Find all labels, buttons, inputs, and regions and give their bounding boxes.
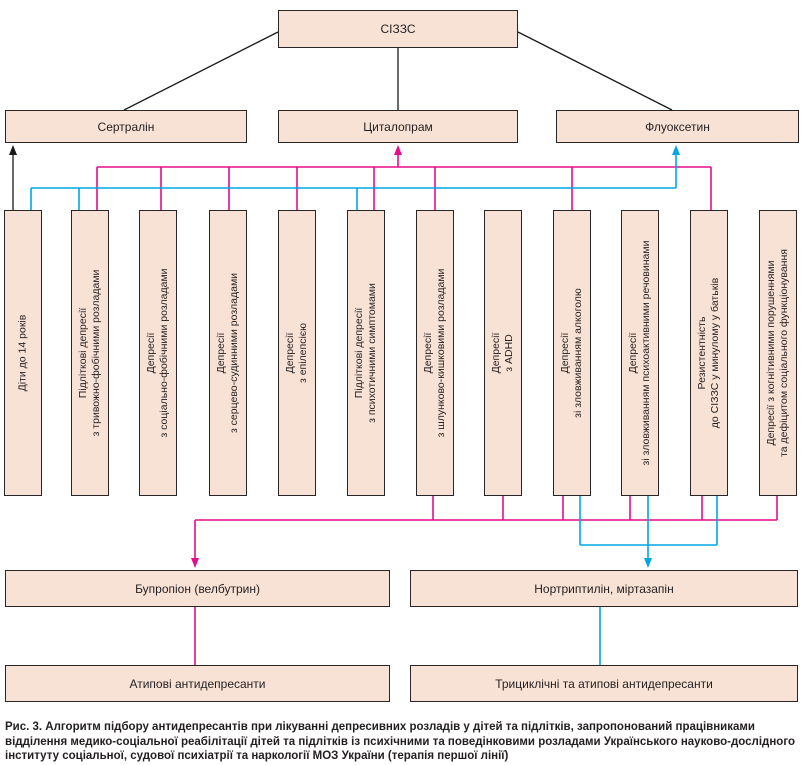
node-atypical-antidepressants — [5, 665, 390, 702]
condition-label — [215, 212, 241, 494]
condition-line: Депресії — [144, 332, 157, 374]
condition-line: з епілепсією — [297, 322, 309, 384]
node-atypical-label: Атипові антидепресанти — [129, 676, 266, 691]
figure-caption: Рис. 3. Алгоритм підбору антидепресантів при лікуванні депресивних розладів у дітей та підлітків, запропонований працівниками відділення медико-соціальної реабілітації дітей та підлітків із психічними та поведінковими розладами Українського науково-дослідного інституту соціальної, судової психіатрії та наркології МОЗ України (терапія першої лінії) — [5, 721, 795, 763]
condition-line: з тривожно-фобічними розладами — [90, 269, 102, 437]
node-nortriptyline-mirtazapine — [410, 570, 798, 607]
condition-label — [627, 212, 653, 494]
condition-line: Діти до 14 років — [16, 314, 29, 392]
condition-label — [353, 212, 379, 494]
condition-line: зі зловживанням алкоголю — [572, 288, 584, 418]
condition-label — [77, 212, 103, 494]
condition-label — [422, 212, 448, 494]
condition-label — [559, 212, 585, 494]
condition-line: Підліткові депресії — [76, 307, 89, 399]
condition-box-alcohol-abuse — [553, 210, 591, 496]
condition-line: Підліткові депресії — [352, 307, 365, 399]
condition-line: Резистентність — [695, 316, 708, 390]
node-sertraline — [5, 110, 247, 143]
condition-line: Депресії — [489, 332, 502, 374]
node-citalopram — [278, 110, 518, 143]
node-ssri — [278, 10, 518, 48]
condition-box-adhd — [484, 210, 522, 496]
condition-box-epilepsy — [278, 210, 316, 496]
condition-label — [145, 212, 171, 494]
condition-line: з серцево-судинними розладами — [228, 272, 240, 434]
node-tricyclic-atypical-label: Трициклічні та атипові антидепресанти — [495, 676, 713, 691]
condition-box-social-phobic — [139, 210, 177, 496]
condition-box-psychotic-symptoms — [347, 210, 385, 496]
condition-line: Депресії — [558, 332, 571, 374]
node-citalopram-label: Циталопрам — [363, 119, 433, 134]
condition-line: Депресії — [283, 332, 296, 374]
condition-box-gastrointestinal — [416, 210, 454, 496]
node-fluoxetine-label: Флуоксетин — [645, 119, 710, 134]
condition-line: та дефіцитом соціального функціонування — [778, 249, 790, 457]
condition-label — [765, 212, 791, 494]
condition-label — [696, 212, 722, 494]
condition-box-ssri-resistance-parents — [690, 210, 728, 496]
condition-line: Депресії — [214, 332, 227, 374]
condition-line: зі зловживанням психоактивними речовинами — [640, 240, 652, 466]
node-fluoxetine — [556, 110, 799, 143]
condition-line: з соціально-фобічними розладами — [158, 268, 170, 438]
condition-box-psychoactive-substance-abuse — [621, 210, 659, 496]
condition-label — [490, 212, 516, 494]
node-bupropion — [5, 570, 390, 607]
condition-box-adolescent-anxiety-phobic — [71, 210, 109, 496]
node-bupropion-label: Бупропіон (велбутрин) — [135, 581, 260, 596]
node-nortriptyline-label: Нортриптилін, міртазапін — [534, 581, 674, 596]
condition-label — [16, 212, 29, 494]
condition-line: з шлунково-кишковими розладами — [435, 268, 447, 438]
condition-line: з психотичними симптомами — [366, 283, 378, 423]
condition-line: Депресії — [626, 332, 639, 374]
condition-line: Депресії з когнітивними порушеннями — [764, 260, 777, 446]
condition-line: до СІЗЗС у минулому у батьків — [709, 277, 721, 429]
condition-line: з ADHD — [503, 334, 515, 372]
node-sertraline-label: Сертралін — [97, 119, 155, 134]
condition-box-children-under-14 — [4, 210, 42, 496]
condition-box-cognitive-impairment — [759, 210, 797, 496]
node-tricyclic-atypical-antidepressants — [410, 665, 798, 702]
condition-box-cardiovascular — [209, 210, 247, 496]
condition-line: Депресії — [421, 332, 434, 374]
node-ssri-label: СІЗЗС — [380, 22, 416, 36]
condition-label — [284, 212, 310, 494]
